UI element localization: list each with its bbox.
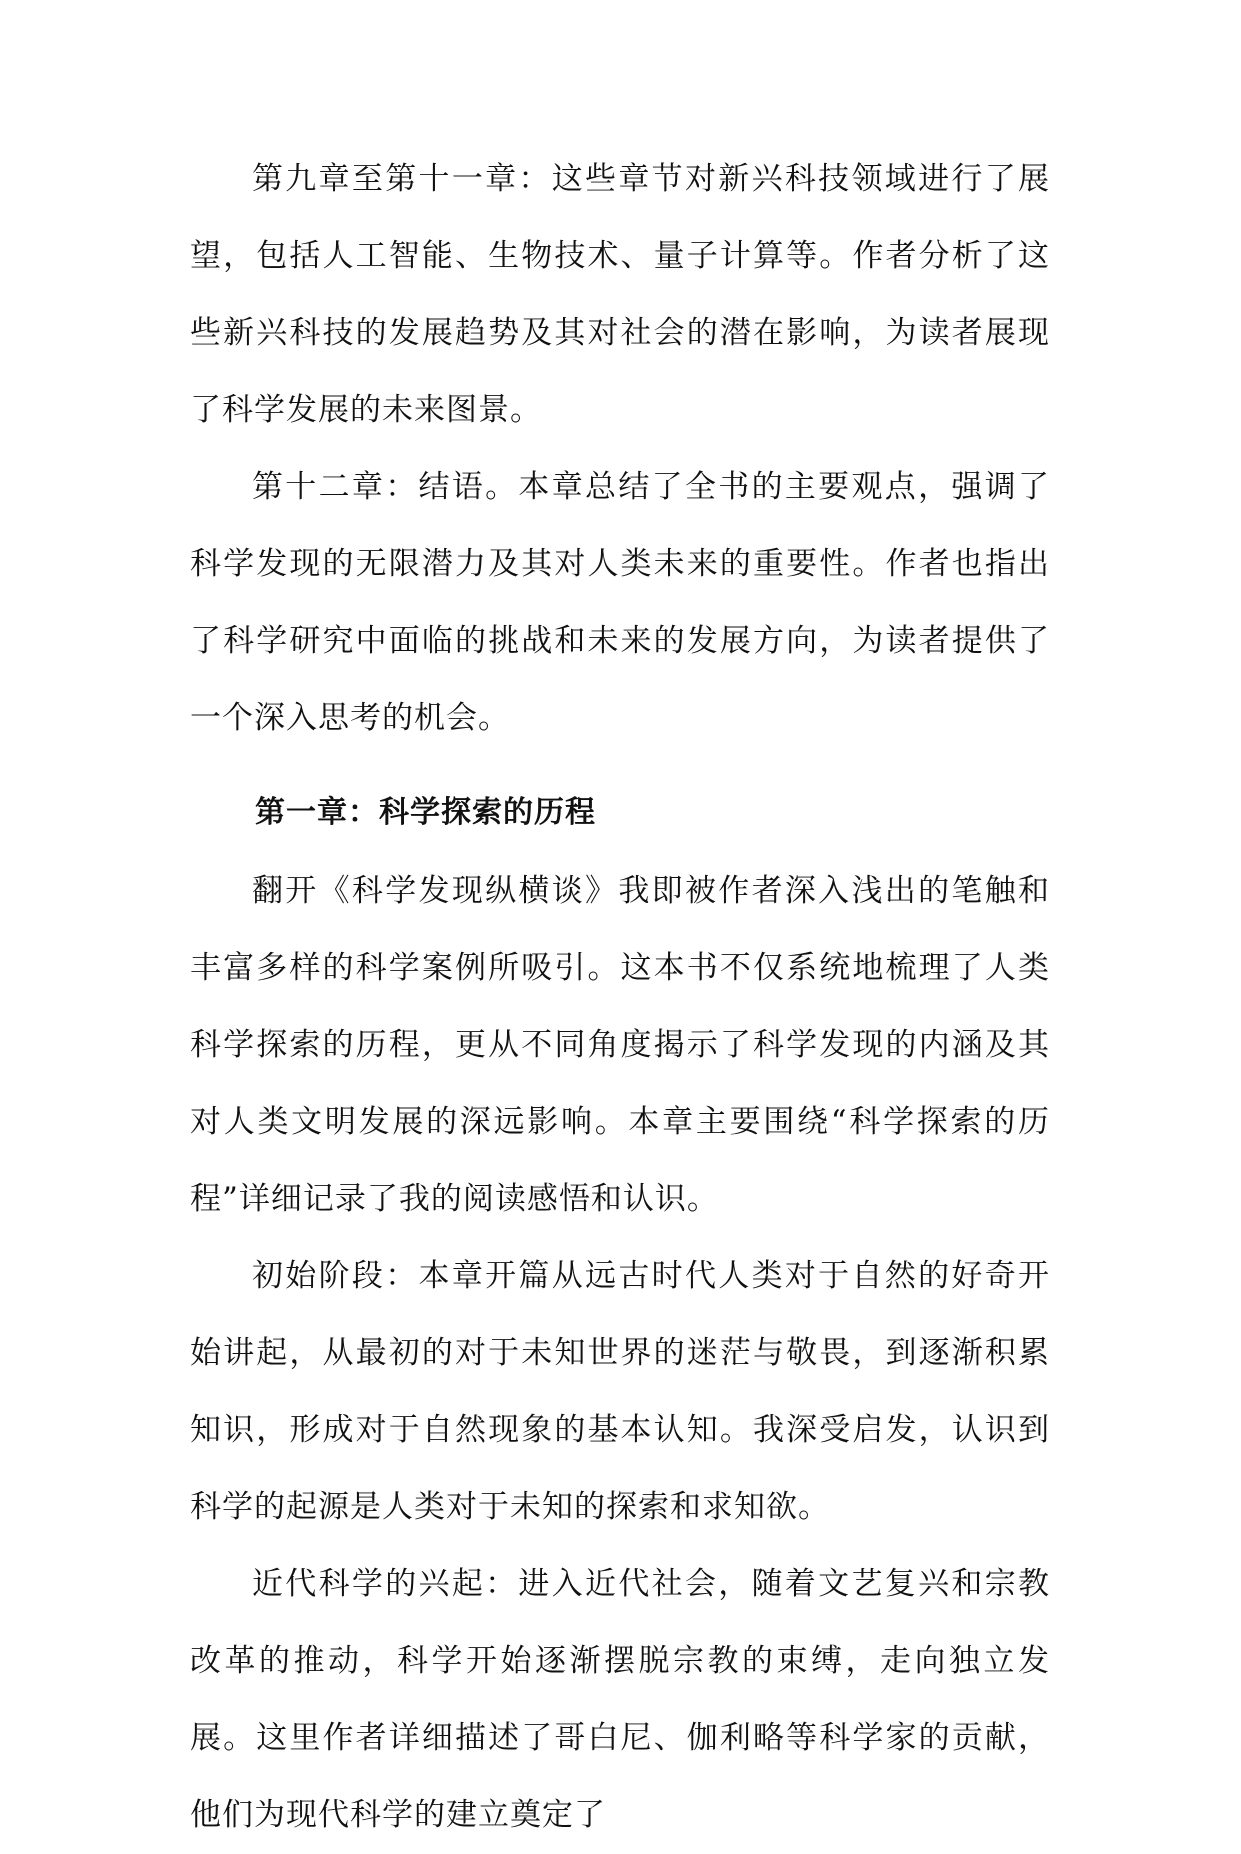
chapter-heading: 第一章：科学探索的历程 — [255, 795, 596, 830]
paragraph-intro: 翻开《科学发现纵横谈》我即被作者深入浅出的笔触和丰富多样的科学案例所吸引。这本书不仅系统地梳理了人类科学探索的历程，更从不同角度揭示了科学发现的内涵及其对人类文明发展的深远影响。本章主要围绕“科学探索的历程”详细记录了我的阅读感悟和认识。 — [190, 873, 1050, 1217]
document-body — [190, 141, 1050, 1854]
paragraph-modern-science: 近代科学的兴起：进入近代社会，随着文艺复兴和宗教改革的推动，科学开始逐渐摆脱宗教的束缚，走向独立发展。这里作者详细描述了哥白尼、伽利略等科学家的贡献，他们为现代科学的建立奠定了 — [190, 1566, 1050, 1833]
paragraph-chapters-9-11: 第九章至第十一章：这些章节对新兴科技领域进行了展望，包括人工智能、生物技术、量子计算等。作者分析了这些新兴科技的发展趋势及其对社会的潜在影响，为读者展现了科学发展的未来图景。 — [190, 161, 1050, 428]
paragraph-initial-stage: 初始阶段：本章开篇从远古时代人类对于自然的好奇开始讲起，从最初的对于未知世界的迷茫与敬畏，到逐渐积累知识，形成对于自然现象的基本认知。我深受启发，认识到科学的起源是人类对于未知的探索和求知欲。 — [190, 1258, 1050, 1525]
paragraph-chapter-12: 第十二章：结语。本章总结了全书的主要观点，强调了科学发现的无限潜力及其对人类未来的重要性。作者也指出了科学研究中面临的挑战和未来的发展方向，为读者提供了一个深入思考的机会。 — [190, 469, 1050, 736]
